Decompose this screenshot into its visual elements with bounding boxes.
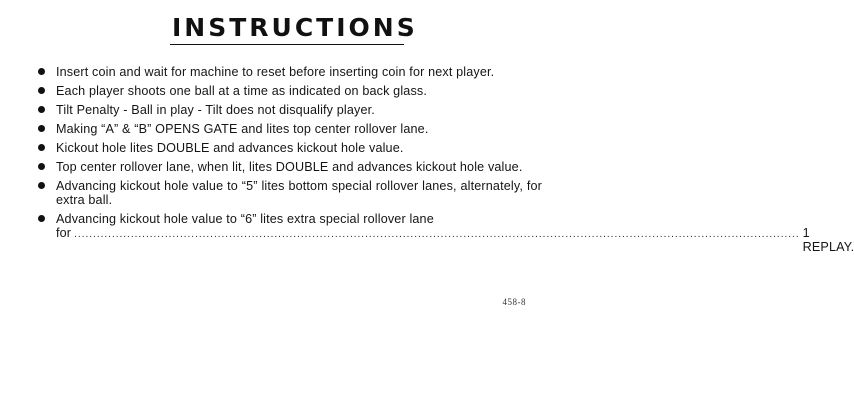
bullet-icon xyxy=(38,106,45,113)
list-item-replay xyxy=(38,212,854,254)
bullet-icon xyxy=(38,144,45,151)
bullet-icon xyxy=(38,215,45,222)
list-item xyxy=(38,103,542,117)
dot-leader: ................................................................................................................................................................................................ xyxy=(74,229,800,240)
list-item xyxy=(38,65,542,79)
list-item-text: Advancing kickout hole value to “6” lites extra special rollover lane xyxy=(56,212,434,226)
instruction-list xyxy=(38,65,854,259)
list-item xyxy=(38,122,542,136)
replay-award: 1 REPLAY. xyxy=(802,226,854,254)
list-item-text: Top center rollover lane, when lit, lites DOUBLE and advances kickout hole value. xyxy=(56,160,523,174)
card-code: 458-8 xyxy=(502,297,526,307)
list-item-text: Insert coin and wait for machine to reset before inserting coin for next player. xyxy=(56,65,495,79)
list-item-text: Advancing kickout hole value to “5” lites bottom special rollover lanes, alternately, for extra ball. xyxy=(56,179,542,207)
list-item-text: Each player shoots one ball at a time as indicated on back glass. xyxy=(56,84,427,98)
title-underline xyxy=(170,44,404,45)
replay-line-prefix: for xyxy=(56,226,72,240)
list-item xyxy=(38,141,542,155)
page-title: INSTRUCTIONS xyxy=(172,13,418,42)
bullet-icon xyxy=(38,182,45,189)
list-item xyxy=(38,179,542,207)
list-item xyxy=(38,84,542,98)
list-item xyxy=(38,160,542,174)
bullet-icon xyxy=(38,87,45,94)
bullet-icon xyxy=(38,125,45,132)
list-item-text: Kickout hole lites DOUBLE and advances kickout hole value. xyxy=(56,141,404,155)
list-item-text: Making “A” & “B” OPENS GATE and lites top center rollover lane. xyxy=(56,122,429,136)
list-item-text: Tilt Penalty - Ball in play - Tilt does not disqualify player. xyxy=(56,103,375,117)
bullet-icon xyxy=(38,163,45,170)
bullet-icon xyxy=(38,68,45,75)
replay-line xyxy=(56,226,854,254)
